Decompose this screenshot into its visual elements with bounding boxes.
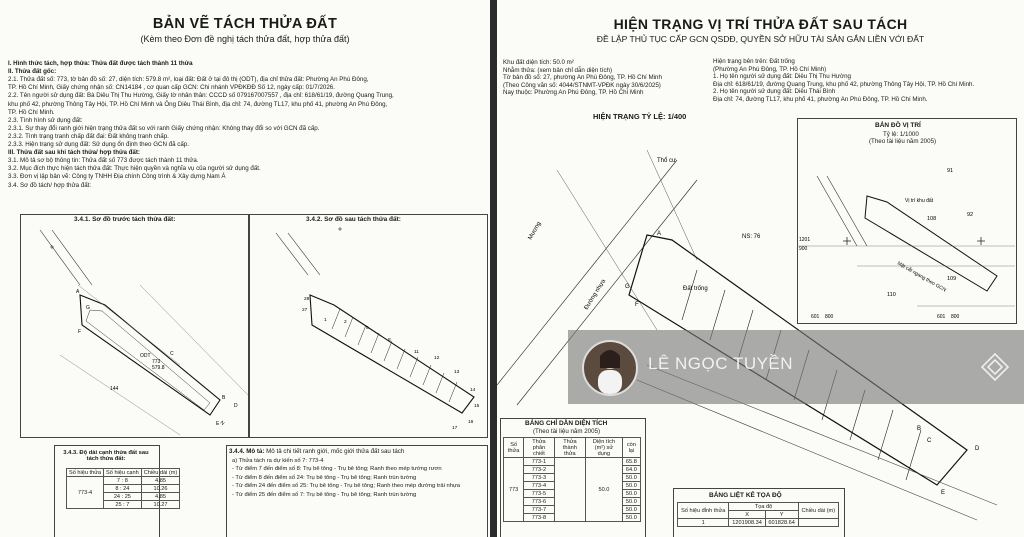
location-scale: Tỷ lệ: 1/1000 [883,131,919,138]
left-info-line: 3.4. Sơ đồ tách/ hợp thửa đất: [8,181,92,189]
scale-title: HIỆN TRẠNG TỶ LỆ: 1/400 [593,112,687,121]
area-code: 773-7 [524,506,554,514]
description-title: 3.4.4. Mô tả: Mô tả chi tiết ranh giới, mốc giới thửa đất sau tách [229,448,405,455]
coord-y: 601828.64 [765,519,798,527]
watermark-banner [568,330,1024,404]
description-line: - Từ điểm 24 đến điểm số 25: Trụ bê tông - Trụ bê tông; Ranh theo mép đường trải nhựa [232,483,461,490]
area-table-source: (Theo tài liệu năm 2005) [533,428,601,435]
left-info-line: 2.3. Tình hình sử dụng đất: [8,116,83,124]
loc-601b: 601 [937,314,946,320]
diagram-after-svg [248,225,486,435]
coord-x: 1201908.34 [729,519,765,527]
map-b: B [917,426,922,432]
description-line: - Từ điểm 7 đến điểm số 8: Trụ bê tông - Trụ bê tông; Ranh theo mép tường rươn [232,466,442,473]
left-info-line: 2.3.3. Hiện trạng sử dụng đất: Sử dụng ổn định theo GCN đã cấp. [8,141,189,148]
left-info-line: II. Thửa đất gốc: [8,68,57,76]
edge-parcel: 773-4 [67,477,104,509]
loc-601a: 601 [811,314,820,320]
diagram-before-svg [20,225,248,435]
area-table-title: BẢNG CHỈ DẪN DIỆN TÍCH [525,420,608,427]
loc-108: 108 [927,216,937,222]
d1-odt: ODT [140,353,151,359]
d1-e: E [216,421,220,427]
map-c: C [927,438,932,444]
info-left-line: Tờ bản đồ số: 27, phường An Phú Đông, TP. Hồ Chí Minh [503,74,662,82]
info-right-line: Địa chỉ: 618/61/19, đường Quang Trung, khu phố 42, phường Thông Tây Hội, TP. Hồ Chí Minh. [713,80,975,88]
area-value: 50.0 [622,514,640,522]
watermark-logo-icon [980,352,1010,382]
left-info-line: 3.1. Mô tả sơ bộ thông tin: Thửa đất số 773 được tách thành 11 thửa. [8,157,199,165]
edge-table: Số hiệu thửa Số hiệu cạnh Chiều dài (m) 773-4 7 : 8 4.85 8 : 24 10.26 24 : 25 4.85 25 : 7 10.27 [66,468,180,509]
edge-length: 4.85 [141,477,180,485]
loc-800b: 800 [951,314,960,320]
coord-table: Số hiệu đỉnh thửa Tọa độ Chiều dài (m) X Y 1 1201908.34 601828.64 [677,502,839,527]
map-muong: Mương [527,221,543,241]
area-value: 50.0 [622,498,640,506]
info-left-line: Khu đất diện tích: 50.0 m² [503,59,574,66]
edge-name: 24 : 25 [104,493,142,501]
area-code: 773-6 [524,498,554,506]
loc-1201: 1201 [799,237,811,243]
edge-name: 7 : 8 [104,477,142,485]
svg-text:15: 15 [474,404,480,409]
info-right-line: Địa chỉ: 74, đường TL17, khu phố 41, phường An Phú Đông, TP. Hồ Chí Minh. [713,96,928,103]
area-row [504,458,641,466]
info-right-line: Hiện trạng bên trên: Đất trống [713,58,795,65]
watermark-avatar [582,340,638,396]
description-line: - Từ điểm 25 đến điểm số 7: Trụ bê tông - Trụ bê tông; Ranh trùn tường [232,491,417,498]
info-left-line: Nhằm thửa: (xem bản chỉ dẫn diện tích) [503,66,613,74]
area-total: 50.0 [586,458,623,522]
loc-800a: 800 [825,314,834,320]
area-code: 773-5 [524,490,554,498]
area-code: 773-2 [524,466,554,474]
svg-text:8: 8 [388,338,391,343]
d1-b: B [222,395,226,401]
svg-text:14: 14 [470,388,476,393]
left-info-line: TP. Hồ Chí Minh. [8,108,55,116]
map-tho-cu: Thổ cư [657,158,677,164]
left-info-line: I. Hình thức tách, hợp thửa: Thửa đất được tách thành 11 thửa [8,60,193,67]
area-value: 65.8 [622,458,640,466]
svg-text:2: 2 [344,320,347,325]
location-source: (Theo tài liệu năm 2005) [869,138,937,145]
left-info-line: 2.1. Thửa đất số: 773, tờ bản đồ số: 27, diện tích: 579.8 m², loại đất: Đất ở tại đô thị (ODT), địa chỉ thửa đất: Phường An Phú Đông, [8,76,369,84]
right-subtitle: ĐỀ LẬP THỦ TỤC CẤP GCN QSDĐ, QUYỀN SỞ HỮU TÀI SẢN GẮN LIỀN VỚI ĐẤT [596,34,925,44]
map-ns: NS: 76 [742,234,761,240]
svg-text:N: N [218,419,226,427]
info-right-line: (Phường An Phú Đông, TP. Hồ Chí Minh) [713,65,827,73]
left-sheet [0,0,490,537]
loc-900: 900 [799,246,808,252]
left-subtitle: (Kèm theo Đơn đề nghị tách thửa đất, hợp thửa đất) [140,34,350,44]
coord-table-title: BẢNG LIỆT KÊ TỌA ĐỘ [709,492,782,499]
coord-row [678,519,839,527]
svg-text:17: 17 [452,426,458,431]
edge-name: 25 : 7 [104,501,142,509]
d1-c: C [170,351,174,357]
svg-text:12: 12 [434,356,440,361]
area-merged [554,458,585,522]
left-info-line: 3.3. Đơn vị lập bản vẽ: Công ty TNHH Địa chính Công trình & Xây dựng Nam Á [8,173,226,181]
right-title: HIỆN TRẠNG VỊ TRÍ THỬA ĐẤT SAU TÁCH [613,16,908,32]
map-e: E [941,490,946,496]
info-left-line: (Theo Công văn số: 4044/STNMT-VPĐK ngày 30/6/2025) [503,81,661,89]
map-duong: Đường nhựa [583,278,608,312]
d1-d: D [234,403,238,409]
left-title: BẢN VẼ TÁCH THỬA ĐẤT [152,16,338,32]
edge-length: 10.26 [141,485,180,493]
map-a: A [657,231,662,237]
svg-text:27: 27 [302,308,308,313]
map-g: G [625,284,630,290]
edge-name: 8 : 24 [104,485,142,493]
area-parcel: 773 [504,458,524,522]
left-info-line: 2.2. Tên người sử dụng đất: Bà Diêu Thị Thu Hường, Giấy tờ nhân thân: CCCD số 079167007557 , địa chỉ: 618/61/19, đường Quang Trung, [8,92,394,100]
loc-91: 91 [947,168,954,174]
area-table: Số thửa Thửa phân chiết Thửa thành thửa Diện tích (m²) sử dụng còn lại 773 773-1 50.0 65.8 773-2 64.0 773-3 50.0 773-4 50.0 773-5 50.0 773-6 50.0 773-7 50.0 773-8 50.0 [503,437,641,522]
left-info-line: TP. Hồ Chí Minh, Giấy chứng nhận số: CN14184 , cơ quan cấp GCN: Chi nhánh VPĐKĐĐ Số 12, ngày cấp: 01/7/2026. [8,84,335,92]
d1-area: 579.8 [152,365,165,371]
d1-a: A [76,289,80,295]
loc-site: Vị trí khu đất [905,198,934,204]
map-d: D [975,446,980,452]
left-info-line: khu phố 42, phường Thông Tây Hội, TP. Hồ Chí Minh và Ông Diêu Thái Bình, địa chỉ: 74, đường TL17, khu phố 41, phường An Phú Đông, [8,100,388,108]
location-title: BẢN ĐỒ VỊ TRÍ [875,122,921,129]
diagram-before-title: 3.4.1. Sơ đồ trước tách thửa đất: [74,216,176,223]
left-info-line: 2.3.1. Sự thay đổi ranh giới hiện trạng thửa đất so với ranh Giấy chứng nhận: Không thay đổi so với GCN đã cấp. [8,124,320,132]
left-info-line: 2.3.2. Tình trạng tranh chấp đất đai: Đất không tranh chấp. [8,132,169,140]
edge-row [67,477,180,485]
description-line: - Từ điểm 8 đến điểm số 24: Trụ bê tông - Trụ bê tông; Ranh trùn tường [232,474,417,481]
area-value: 64.0 [622,466,640,474]
location-map-svg [797,146,1015,322]
svg-text:1: 1 [324,318,327,323]
coord-id: 1 [678,519,729,527]
d1-g: G [86,305,90,311]
left-info-line: 3.2. Mục đích thực hiện tách thửa đất: Thực hiện quyền và nghĩa vụ của người sử dụng đất. [8,165,261,173]
svg-text:16: 16 [468,420,474,425]
loc-109: 109 [947,276,957,282]
d1-n1: 144 [110,386,119,392]
svg-text:11: 11 [414,350,419,355]
edge-length: 4.85 [141,493,180,501]
right-sheet [497,0,1024,537]
info-right-line: 1. Họ tên người sử dụng đất: Diêu Thị Thu Hường [713,73,851,81]
map-dat-trong: Đất trống [683,286,708,292]
loc-section: Mặt cắt ngang theo GCN [896,260,947,294]
info-right-line: 2. Họ tên người sử dụng đất: Diêu Thái Bình [713,88,836,96]
area-value: 50.0 [622,474,640,482]
area-code: 773-8 [524,514,554,522]
area-code: 773-3 [524,474,554,482]
edge-length: 10.27 [141,501,180,509]
edge-table-title: 3.4.3. Độ dài cạnh thửa đất sau tách thửa đất: [63,450,149,462]
coord-len [798,519,838,527]
area-code: 773-4 [524,482,554,490]
loc-110: 110 [887,292,896,298]
area-value: 50.0 [622,490,640,498]
d1-f: F [78,329,82,335]
left-info-line: III. Thửa đất sau khi tách thửa/ hợp thửa đất: [8,149,140,157]
area-value: 50.0 [622,506,640,514]
svg-text:28: 28 [304,297,310,302]
info-left-line: Nay thuộc: Phường An Phú Đông, TP. Hồ Chí Minh [503,89,644,97]
watermark-name: LÊ NGỌC TUYỀN [648,354,794,373]
map-f: F [635,302,639,308]
loc-92: 92 [967,212,974,218]
area-code: 773-1 [524,458,554,466]
svg-text:13: 13 [454,370,460,375]
d1-num: 773 [152,359,161,365]
description-line: a) Thửa tách ra dự kiến số 7: 773-4 [232,458,324,464]
area-value: 50.0 [622,482,640,490]
diagram-after-title: 3.4.2. Sơ đồ sau tách thửa đất: [306,216,401,223]
svg-text:5: 5 [366,326,369,331]
